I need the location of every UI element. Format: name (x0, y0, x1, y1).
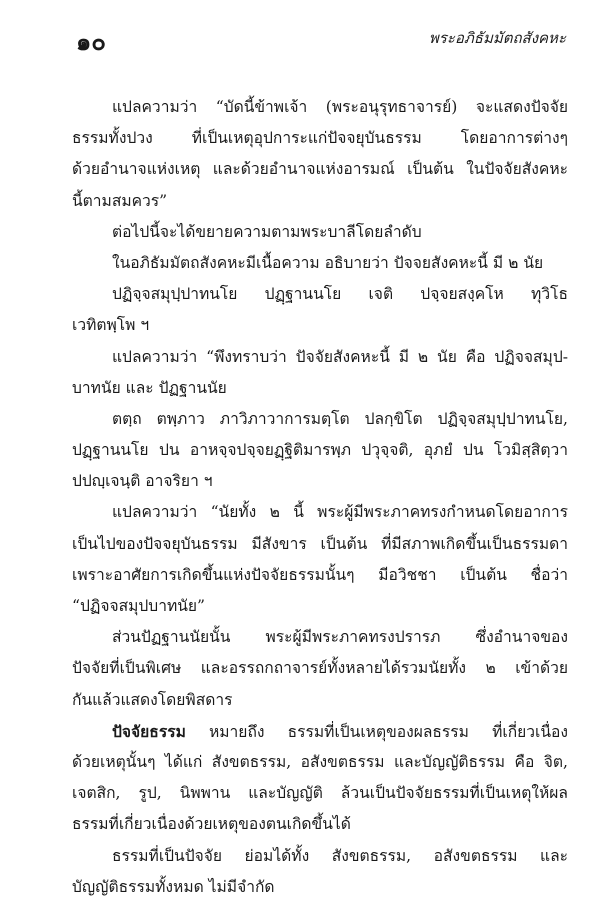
text-line (72, 716, 568, 747)
text-line: แปลความว่า “นัยทั้ง ๒ นี้ พระผู้มีพระภาคทรงกำหนดโดยอาการ (112, 503, 568, 522)
text-line: ปัจจัยที่เป็นพิเศษ และอรรถกถาจารย์ทั้งหลายได้รวมนัยทั้ง ๒ เข้าด้วย (72, 659, 568, 678)
paragraph (72, 622, 568, 716)
text-line: บาทนัย และ ปัฏฐานนัย (72, 378, 227, 397)
text-line: เวทิตพฺโพ ฯ (72, 316, 150, 335)
text-line: บัญญัติธรรมทั้งหมด ไม่มีจำกัด (72, 877, 275, 896)
text-line: ตตฺถ ตพฺภาว ภาวิภาวาการมตฺโต ปลกฺขิโต ปฏิจฺจสมุปฺปาทนโย, (112, 409, 568, 428)
text-line: ด้วยเหตุนั้นๆ ได้แก่ สังขตธรรม, อสังขตธรรม และบัญญัติธรรม คือ จิต, (72, 752, 568, 771)
text-line: เจตสิก, รูป, นิพพาน และบัญญัติ ล้วนเป็นปัจจัยธรรมที่เป็นเหตุให้ผล (72, 784, 568, 803)
paragraph (72, 342, 568, 404)
paragraph (72, 841, 568, 903)
paragraph (72, 716, 568, 841)
text-line: ในอภิธัมมัตถสังคหะมีเนื้อความ อธิบายว่า ปัจจยสังคหะนี้ มี ๒ นัย (112, 253, 544, 272)
running-title: พระอภิธัมมัตถสังคหะ (428, 29, 566, 47)
text-line: “ปฏิจจสมุปบาทนัย” (72, 597, 206, 615)
text-line: ต่อไปนี้จะได้ขยายความตามพระบาลีโดยลำดับ (112, 222, 422, 241)
text-run: หมายถึง ธรรมที่เป็นเหตุของผลธรรม ที่เกี่ยวเนื่อง (185, 722, 568, 741)
paragraph (72, 92, 568, 217)
page-header (76, 20, 566, 54)
text-line: ธรรมที่เกี่ยวเนื่องด้วยเหตุของตนเกิดขึ้นได้ (72, 815, 351, 834)
body-text (72, 92, 568, 903)
paragraph (72, 248, 568, 279)
text-line: เพราะอาศัยการเกิดขึ้นแห่งปัจจัยธรรมนั้นๆ มีอวิชชา เป็นต้น ชื่อว่า (72, 565, 568, 584)
pali-quote (72, 279, 568, 341)
paragraph (72, 217, 568, 248)
text-line: นี้ตามสมควร” (72, 191, 168, 210)
text-line: แปลความว่า “บัดนี้ข้าพเจ้า (พระอนุรุทธาจารย์) จะแสดงปัจจัย (112, 98, 568, 116)
paragraph (72, 497, 568, 622)
text-line: ส่วนปัฏฐานนัยนั้น พระผู้มีพระภาคทรงปรารภ ซึ่งอำนาจของ (112, 628, 568, 647)
text-line: แปลความว่า “พึงทราบว่า ปัจจัยสังคหะนี้ มี ๒ นัย คือ ปฏิจจสมุป- (112, 347, 568, 366)
text-line: เป็นไปของปัจจยุบันธรรม มีสังขาร เป็นต้น ที่มีสภาพเกิดขึ้นเป็นธรรมดา (72, 534, 568, 553)
text-line: ธรรมที่เป็นปัจจัย ย่อมได้ทั้ง สังขตธรรม, อสังขตธรรม และ (112, 846, 568, 865)
text-line: กันแล้วแสดงโดยพิสดาร (72, 690, 233, 709)
text-line: ปปญฺเจนฺติ อาจริยา ฯ (72, 472, 213, 491)
text-line: ปฏิจฺจสมุปฺปาทนโย ปฏฺฐานนโย เจติ ปจฺจยสงฺคโห ทุวิโธ (112, 285, 568, 304)
text-line: ด้วยอำนาจแห่งเหตุ และด้วยอำนาจแห่งอารมณ์ เป็นต้น ในปัจจัยสังคหะ (72, 160, 568, 179)
text-line: ธรรมทั้งปวง ที่เป็นเหตุอุปการะแก่ปัจจยุบันธรรม โดยอาการต่างๆ (72, 129, 568, 148)
bold-term: ปัจจัยธรรม (112, 721, 186, 741)
page-number: ๑๐ (76, 27, 106, 56)
text-line: ปฏฺฐานนโย ปน อาหจฺจปจฺจยฏฺฐิติมารพฺภ ปวุจฺจติ, อุภยํ ปน โวมิสฺสิตฺวา (72, 441, 568, 460)
pali-quote (72, 404, 568, 498)
